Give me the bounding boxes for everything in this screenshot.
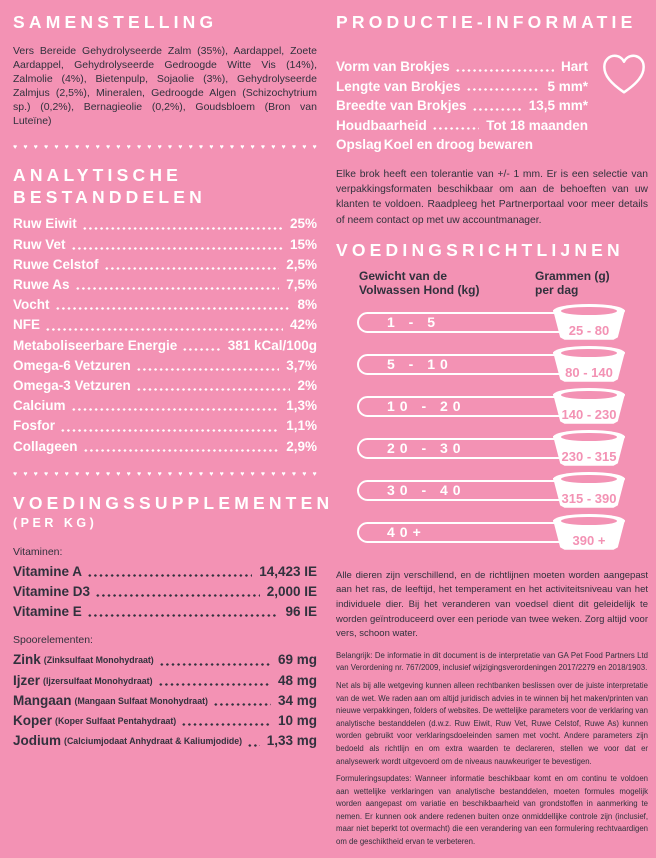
tiny-heart-icon: ♥ xyxy=(33,470,38,478)
analytical-row xyxy=(13,396,317,416)
dotted-leader xyxy=(87,574,252,577)
dotted-leader xyxy=(159,663,271,666)
row-value: 14,423 IE xyxy=(259,563,317,579)
production-rows xyxy=(336,57,588,155)
dotted-leader xyxy=(82,227,283,230)
row-value: 15% xyxy=(289,236,317,252)
row-label: Vorm van Brokjes xyxy=(336,59,450,74)
trace-element-row xyxy=(13,731,317,751)
dotted-leader xyxy=(472,108,522,111)
row-value: 10 mg xyxy=(277,713,317,729)
bowl-rim-inner xyxy=(561,391,617,399)
analytical-row xyxy=(13,235,317,255)
row-label: Mangaan xyxy=(13,692,72,708)
dotted-leader xyxy=(83,449,280,452)
bowl-rim xyxy=(553,430,625,444)
tiny-heart-icon: ♥ xyxy=(250,470,255,478)
dotted-leader xyxy=(213,703,271,706)
bowl-rim xyxy=(553,346,625,360)
tiny-heart-icon: ♥ xyxy=(95,144,100,152)
tiny-heart-icon: ♥ xyxy=(302,470,307,478)
analytical-row xyxy=(13,416,317,436)
row-sublabel: (Zinksulfaat Monohydraat) xyxy=(43,655,154,666)
bowl-rim xyxy=(553,304,625,318)
dog-bowl-icon xyxy=(553,346,625,382)
row-value: 69 mg xyxy=(277,652,317,668)
row-value: 2,000 IE xyxy=(266,584,317,600)
dotted-leader xyxy=(60,429,279,432)
tiny-heart-icon: ♥ xyxy=(312,144,317,152)
feeding-row xyxy=(336,430,648,472)
legal-note-belangrijk: Belangrijk: De informatie in dit document is de interpretatie van GA Pet Food Partners Ltd van Verordening nr. 767/2009, inclusief wijzigingsverordeningen 2017/2279 en 2018/1903. xyxy=(336,650,648,673)
row-label: Ruwe Celstof xyxy=(13,256,99,272)
row-value: 2,5% xyxy=(286,256,317,272)
heart-kibble-icon xyxy=(600,51,648,99)
analytical-row xyxy=(13,255,317,275)
tiny-heart-icon: ♥ xyxy=(250,144,255,152)
production-row xyxy=(336,96,588,116)
feeding-note: Alle dieren zijn verschillend, en de richtlijnen moeten worden aangepast aan het ras, de leeftijd, het temperament en het activiteitsniveau van het individuele dier. Bij het veranderen van voedsel dient dit geleidelijk te worden geïntroduceerd over een periode van twee weken. Zorg altijd voor vers, schoon water. xyxy=(336,569,648,640)
dog-bowl-icon xyxy=(553,514,625,550)
weight-column-header: Gewicht van de Volwassen Hond (kg) xyxy=(359,268,480,298)
row-value: Tot 18 maanden xyxy=(486,117,588,133)
tiny-heart-icon: ♥ xyxy=(260,470,266,478)
dotted-leader xyxy=(181,723,271,726)
row-value: 1,3% xyxy=(286,398,317,414)
tiny-heart-icon: ♥ xyxy=(178,144,183,152)
trace-element-row xyxy=(13,671,317,691)
row-label: Vocht xyxy=(13,297,50,313)
row-label: Zink xyxy=(13,652,41,668)
vitamin-rows xyxy=(13,562,317,623)
row-sublabel: (Ijzersulfaat Monohydraat) xyxy=(43,675,153,686)
row-label: Ruw Eiwit xyxy=(13,216,77,232)
vitamin-row xyxy=(13,582,317,602)
row-label: Omega-6 Vetzuren xyxy=(13,357,131,373)
row-label: Collageen xyxy=(13,438,78,454)
tiny-heart-icon: ♥ xyxy=(229,144,235,152)
dotted-leader xyxy=(104,267,280,270)
tiny-heart-icon: ♥ xyxy=(74,470,80,478)
row-label: Jodium xyxy=(13,733,62,749)
trace-element-row xyxy=(13,650,317,670)
tiny-heart-icon: ♥ xyxy=(43,470,49,478)
row-label: Metaboliseerbare Energie xyxy=(13,337,178,353)
dotted-leader xyxy=(182,348,220,351)
row-label: Houdbaarheid xyxy=(336,117,427,133)
bowl-rim xyxy=(553,388,625,402)
tiny-heart-icon: ♥ xyxy=(105,144,111,152)
trace-element-row xyxy=(13,691,317,711)
row-value: 13,5 mm* xyxy=(528,98,588,114)
bowl-rim xyxy=(553,514,625,528)
feeding-row xyxy=(336,514,648,556)
analytical-row xyxy=(13,336,317,356)
tiny-heart-icon: ♥ xyxy=(198,470,204,478)
dotted-leader xyxy=(55,307,291,310)
row-value: 42% xyxy=(289,317,317,333)
analytical-row xyxy=(13,275,317,295)
tiny-heart-icon: ♥ xyxy=(147,470,152,478)
row-value: 8% xyxy=(297,297,317,313)
row-label: Opslag xyxy=(336,137,382,153)
feeding-guide-rows xyxy=(336,304,648,556)
row-label: Calcium xyxy=(13,398,66,414)
tiny-heart-icon: ♥ xyxy=(54,470,59,478)
vitaminen-label: Vitaminen: xyxy=(13,545,63,558)
heart-divider xyxy=(13,144,317,152)
analytical-row xyxy=(13,214,317,234)
supplementen-title: VOEDINGSSUPPLEMENTEN xyxy=(13,492,334,513)
tiny-heart-icon: ♥ xyxy=(188,144,193,152)
weight-range: 30 - 40 xyxy=(387,482,466,499)
supplementen-subtitle: (PER KG) xyxy=(13,515,98,530)
tiny-heart-icon: ♥ xyxy=(126,144,131,152)
trace-element-row xyxy=(13,711,317,731)
tiny-heart-icon: ♥ xyxy=(95,470,100,478)
legal-note-formulering: Formuleringsupdates: Wanneer informatie beschikbaar komt en om continu te voldoen aan wettelijke verklaringen van analytische bestanddelen, moeten formules mogelijk worden aangepast om variatie en beschikbaarheid van grondstoffen in aanmerking te nemen. Er kunnen ook andere redenen buiten onze onmiddellijke controle zijn (inclusief, maar niet beperkt tot overmacht) die een verandering van een formulering rechtvaardigen om de geschiktheid ervan te verbeteren. xyxy=(336,774,648,847)
row-sublabel: (Mangaan Sulfaat Monohydraat) xyxy=(74,695,208,706)
tiny-heart-icon: ♥ xyxy=(126,470,131,478)
grams-column-header: Grammen (g) per dag xyxy=(535,268,610,298)
dotted-leader xyxy=(247,744,260,747)
grams-range: 80 - 140 xyxy=(565,364,613,380)
production-note: Elke brok heeft een tolerantie van +/- 1 mm. Er is een selectie van verpakkingsformaten beschikbaar om aan de behoeften van uw klanten te voldoen. Raadpleeg het Partnerportaal voor meer details of neem contact op met uw accountmanager. xyxy=(336,168,648,226)
weight-range: 5 - 10 xyxy=(387,356,453,373)
tiny-heart-icon: ♥ xyxy=(147,144,152,152)
dotted-leader xyxy=(45,328,283,331)
row-label: Omega-3 Vetzuren xyxy=(13,378,131,394)
weight-range: 10 - 20 xyxy=(387,398,466,415)
tiny-heart-icon: ♥ xyxy=(23,144,28,152)
row-value: Koel en droog bewaren xyxy=(383,137,534,153)
bowl-rim-inner xyxy=(561,307,617,315)
bowl-rim-inner xyxy=(561,349,617,357)
tiny-heart-icon: ♥ xyxy=(136,470,142,478)
production-row xyxy=(336,77,588,97)
feeding-guide-headers xyxy=(336,269,648,298)
analytical-row xyxy=(13,295,317,315)
grams-range: 390 + xyxy=(572,532,606,548)
tiny-heart-icon: ♥ xyxy=(209,144,214,152)
weight-range: 1 - 5 xyxy=(387,314,441,331)
tiny-heart-icon: ♥ xyxy=(281,470,286,478)
dotted-leader xyxy=(432,127,479,130)
tiny-heart-icon: ♥ xyxy=(291,144,297,152)
row-value: 5 mm* xyxy=(547,78,588,94)
production-row xyxy=(336,135,588,155)
tiny-heart-icon: ♥ xyxy=(33,144,38,152)
tiny-heart-icon: ♥ xyxy=(85,470,90,478)
tiny-heart-icon: ♥ xyxy=(271,470,276,478)
row-label: Vitamine A xyxy=(13,563,83,579)
feeding-row xyxy=(336,472,648,514)
tiny-heart-icon: ♥ xyxy=(167,144,173,152)
dotted-leader xyxy=(71,247,283,250)
row-sublabel: (Calciumjodaat Anhydraat & Kaliumjodide) xyxy=(64,736,243,747)
tiny-heart-icon: ♥ xyxy=(157,470,162,478)
row-value: 1,33 mg xyxy=(266,733,317,749)
grams-range: 25 - 80 xyxy=(568,322,610,338)
tiny-heart-icon: ♥ xyxy=(64,144,69,152)
production-row xyxy=(336,57,588,77)
weight-range: 20 - 30 xyxy=(387,440,466,457)
row-label: Ijzer xyxy=(13,672,41,688)
tiny-heart-icon: ♥ xyxy=(167,470,173,478)
tiny-heart-icon: ♥ xyxy=(188,470,193,478)
tiny-heart-icon: ♥ xyxy=(85,144,90,152)
tiny-heart-icon: ♥ xyxy=(312,470,317,478)
row-value: 1,1% xyxy=(286,418,317,434)
row-label: Koper xyxy=(13,713,53,729)
row-label: Fosfor xyxy=(13,418,55,434)
tiny-heart-icon: ♥ xyxy=(13,470,18,478)
tiny-heart-icon: ♥ xyxy=(240,470,245,478)
tiny-heart-icon: ♥ xyxy=(54,144,59,152)
tiny-heart-icon: ♥ xyxy=(219,470,224,478)
dotted-leader xyxy=(95,594,260,597)
spoorelementen-label: Spoorelementen: xyxy=(13,634,93,647)
row-label: Ruw Vet xyxy=(13,236,66,252)
left-column xyxy=(13,12,334,849)
dog-bowl-icon xyxy=(553,388,625,424)
dotted-leader xyxy=(455,69,554,72)
dog-bowl-icon xyxy=(553,304,625,340)
grams-range: 315 - 390 xyxy=(561,490,617,506)
row-label: Ruwe As xyxy=(13,277,70,293)
row-value: 34 mg xyxy=(277,692,317,708)
heart-divider xyxy=(13,471,317,479)
tiny-heart-icon: ♥ xyxy=(116,470,121,478)
row-value: 48 mg xyxy=(277,672,317,688)
dotted-leader xyxy=(75,287,280,290)
tiny-heart-icon: ♥ xyxy=(240,144,245,152)
legal-note-wetgeving: Net als bij alle wetgeving kunnen alleen rechtbanken beslissen over de juiste interpretatie van de wet. We raden aan om altijd juridisch advies in te winnen bij het maken/printen van nieuwe verpakkingen, folders of websites. De wettelijke parameters voor de verklaring van analytische bestanddelen (d.w.z. Ruw Eiwit, Ruw Vet, Ruwe Celstof, Ruwe As) kunnen worden gebruikt voor verklaringsdoeleinden samen met vocht. Andere parameters zijn bedoeld als richtlijn en om extra waarden te declareren, stellen we voor dat er analysewerk wordt uitgevoerd om de niveaus nauwkeuriger te bevestigen. xyxy=(336,680,648,766)
dotted-leader xyxy=(136,368,279,371)
tiny-heart-icon: ♥ xyxy=(13,144,18,152)
tiny-heart-icon: ♥ xyxy=(178,470,183,478)
tiny-heart-icon: ♥ xyxy=(64,470,69,478)
bowl-rim-inner xyxy=(561,517,617,525)
tiny-heart-icon: ♥ xyxy=(209,470,214,478)
tiny-heart-icon: ♥ xyxy=(43,144,49,152)
dog-bowl-icon xyxy=(553,430,625,466)
row-value: 2,9% xyxy=(286,438,317,454)
row-label: Vitamine D3 xyxy=(13,584,91,600)
row-value: 3,7% xyxy=(286,357,317,373)
vitamin-row xyxy=(13,602,317,622)
analytical-row xyxy=(13,356,317,376)
dotted-leader xyxy=(158,683,271,686)
weight-range: 40+ xyxy=(387,524,426,541)
analytical-rows xyxy=(13,214,317,456)
feeding-row xyxy=(336,388,648,430)
ingredients-text: Vers Bereide Gehydrolyseerde Zalm (35%), Aardappel, Zoete Aardappel, Gehydrolyseerde Gedroogde Witte Vis (14%), Zalmolie (4%), Bietenpulp, Sojaolie (3%), Gehydrolyseerde Zalmjus (2,5%), Mineralen, Gedroogde Algen (Schizochytrium sp.) (0,2%), Bernagieolie (0,2%), Goudsbloem (Bron van Luteïne) xyxy=(13,45,317,127)
tiny-heart-icon: ♥ xyxy=(281,144,286,152)
dotted-leader xyxy=(466,88,541,91)
feeding-row xyxy=(336,346,648,388)
row-label: Breedte van Brokjes xyxy=(336,98,467,114)
tiny-heart-icon: ♥ xyxy=(260,144,266,152)
trace-element-rows xyxy=(13,650,317,751)
dotted-leader xyxy=(136,388,291,391)
row-value: Hart xyxy=(560,59,588,74)
row-value: 7,5% xyxy=(286,277,317,293)
tiny-heart-icon: ♥ xyxy=(198,144,204,152)
row-value: 96 IE xyxy=(285,604,317,620)
vitamin-row xyxy=(13,562,317,582)
tiny-heart-icon: ♥ xyxy=(23,470,28,478)
bowl-rim xyxy=(553,472,625,486)
analytical-row xyxy=(13,376,317,396)
row-value: 381 kCal/100g xyxy=(227,337,317,353)
dotted-leader xyxy=(71,408,280,411)
tiny-heart-icon: ♥ xyxy=(74,144,80,152)
bowl-rim-inner xyxy=(561,433,617,441)
row-label: Vitamine E xyxy=(13,604,82,620)
analytical-title: ANALYTISCHE BESTANDDELEN xyxy=(13,165,206,208)
productie-title: PRODUCTIE-INFORMATIE xyxy=(336,12,637,32)
row-value: 2% xyxy=(297,378,317,394)
tiny-heart-icon: ♥ xyxy=(229,470,235,478)
bowl-rim-inner xyxy=(561,475,617,483)
row-label: NFE xyxy=(13,317,40,333)
tiny-heart-icon: ♥ xyxy=(136,144,142,152)
grams-range: 230 - 315 xyxy=(561,448,617,464)
tiny-heart-icon: ♥ xyxy=(271,144,276,152)
dotted-leader xyxy=(87,614,279,617)
samenstelling-title: SAMENSTELLING xyxy=(13,12,218,32)
analytical-row xyxy=(13,437,317,457)
tiny-heart-icon: ♥ xyxy=(157,144,162,152)
grams-range: 140 - 230 xyxy=(561,406,617,422)
production-info xyxy=(336,57,648,155)
row-sublabel: (Koper Sulfaat Pentahydraat) xyxy=(55,716,177,727)
production-row xyxy=(336,116,588,136)
feeding-row xyxy=(336,304,648,346)
row-label: Lengte van Brokjes xyxy=(336,78,461,94)
richtlijnen-title: VOEDINGSRICHTLIJNEN xyxy=(336,239,624,260)
analytical-row xyxy=(13,315,317,335)
tiny-heart-icon: ♥ xyxy=(219,144,224,152)
dog-bowl-icon xyxy=(553,472,625,508)
tiny-heart-icon: ♥ xyxy=(116,144,121,152)
tiny-heart-icon: ♥ xyxy=(105,470,111,478)
row-value: 25% xyxy=(289,216,317,232)
tiny-heart-icon: ♥ xyxy=(302,144,307,152)
right-column xyxy=(336,12,648,849)
tiny-heart-icon: ♥ xyxy=(291,470,297,478)
